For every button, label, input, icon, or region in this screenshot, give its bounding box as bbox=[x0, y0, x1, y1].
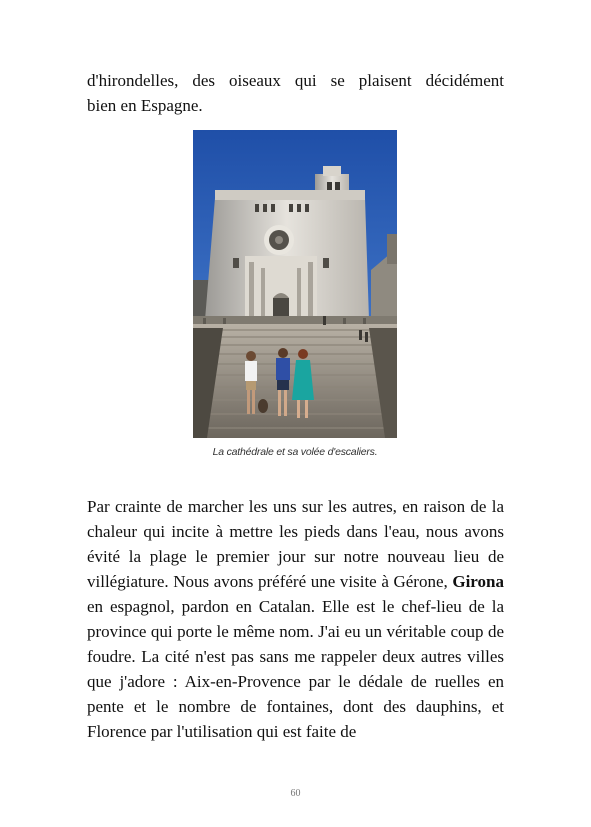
body-text-part-2: en espagnol, pardon en Catalan. Elle est le chef-lieu de la province qui porte le même nom. J'ai eu un véritable coup de foudre. La cité n'est pas sans me rappeler deux autres villes que j'adore : Aix-en-Provence par le dédale de ruelles en pente et le nombre de fontaines, dont des dauphins, et Florence par l'utilisation qui est faite de bbox=[87, 597, 504, 741]
intro-paragraph bbox=[87, 68, 504, 118]
body-paragraph-text bbox=[87, 494, 504, 744]
girona-bold: Girona bbox=[452, 572, 504, 591]
figure-caption: La cathédrale et sa volée d'escaliers. bbox=[212, 446, 378, 458]
body-text-part-1: Par crainte de marcher les uns sur les autres, en raison de la chaleur qui incite à mettre les pieds dans l'eau, nous avons évité la plage le premier jour sur notre nouveau lieu de villégiature. Nous avons préféré une visite à Gérone, bbox=[87, 497, 504, 591]
intro-line-1: d'hirondelles, des oiseaux qui se plaisent décidément bbox=[87, 71, 504, 90]
intro-line-2: bien en Espagne. bbox=[87, 96, 203, 115]
cathedral-illustration bbox=[193, 130, 397, 438]
cathedral-photo bbox=[193, 130, 397, 438]
body-paragraph bbox=[87, 494, 504, 744]
page-number: 60 bbox=[290, 788, 301, 799]
